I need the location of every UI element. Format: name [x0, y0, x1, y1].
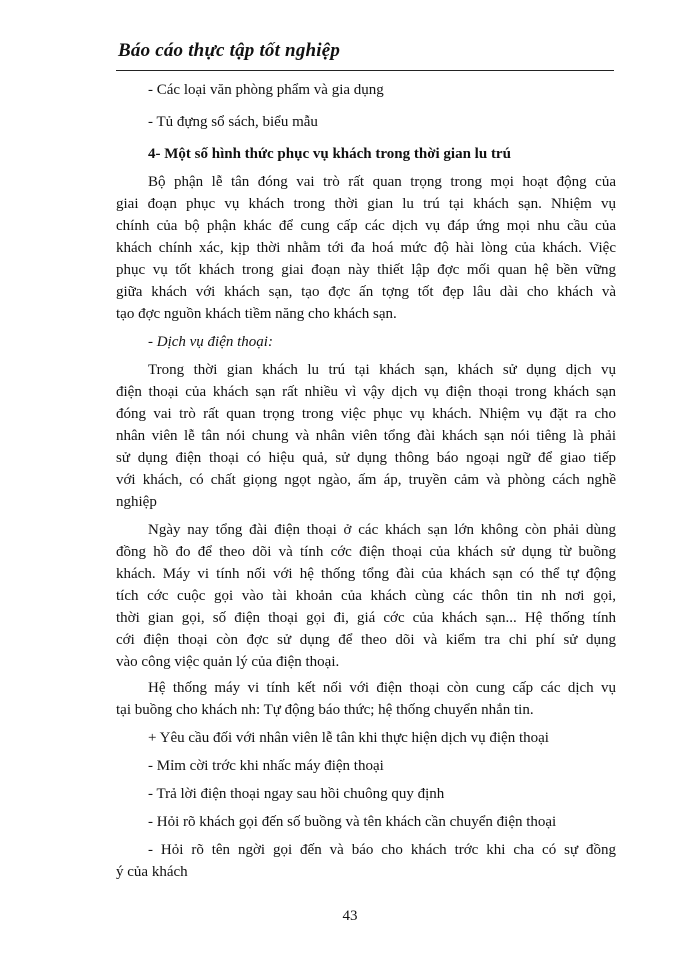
paragraph-line [116, 588, 616, 605]
paragraph-text: phục vụ tốt khách trong giai đoạn này thiết lập đợc mối quan hệ bền vững [116, 262, 616, 278]
requirement-item: - Trả lời điện thoại ngay sau hồi chuông quy định [148, 786, 445, 802]
paragraph-line [116, 428, 616, 445]
paragraph-line: tại buồng cho khách nh: Tự động báo thức; hệ thống chuyển nhắn tin. [116, 702, 534, 718]
paragraph-text: đóng vai trò rất quan trọng trong việc phục vụ khách. Nhiệm vụ đặt ra cho [116, 406, 616, 422]
paragraph-text: khách chính xác, kịp thời nhằm tới đa hoá mức độ hài lòng của khách. Việc [116, 240, 616, 256]
paragraph-text: giai đoạn phục vụ khách trong thời gian lu trú tại khách sạn. Nhiệm vụ [116, 196, 616, 212]
paragraph-text: sử dụng điện thoại có hiệu quả, sử dụng thông báo ngoại ngữ để giao tiếp [116, 450, 616, 466]
paragraph-text: nhân viên lễ tân nói chung và nhân viên tổng đài khách sạn nói tiêng là phải [116, 428, 616, 444]
section-heading: 4- Một số hình thức phục vụ khách trong thời gian lu trú [148, 146, 511, 162]
paragraph-text: tích cớc cuộc gọi vào tài khoản của khách cùng các thôn tin nh nơi gọi, [116, 588, 616, 604]
paragraph-text: giữa khách với khách sạn, tạo đợc ấn tợng tốt đẹp lâu dài cho khách và [116, 284, 616, 300]
paragraph-line [116, 450, 616, 467]
paragraph-line [116, 262, 616, 279]
paragraph-line: tạo đợc nguồn khách tiềm năng cho khách sạn. [116, 306, 397, 322]
requirement-item: - Mỉm cời trớc khi nhấc máy điện thoại [148, 758, 384, 774]
document-header-title: Báo cáo thực tập tốt nghiệp [118, 40, 341, 61]
header-divider [116, 70, 614, 71]
requirement-item [148, 842, 616, 859]
requirements-heading: + Yêu cầu đối với nhân viên lễ tân khi thực hiện dịch vụ điện thoại [148, 730, 549, 746]
paragraph-text: Hệ thống máy vi tính kết nối với điện thoại còn cung cấp các dịch vụ [148, 680, 616, 696]
paragraph-line [116, 406, 616, 423]
paragraph-text: điện thoại của khách sạn rất nhiều vì vậy dịch vụ điện thoại trong khách sạn [116, 384, 616, 400]
paragraph-text: đồng hồ đo để theo dõi và tính cớc điện thoại của khách sử dụng từ buồng [116, 544, 616, 560]
paragraph-text: Trong thời gian khách lu trú tại khách sạn, khách sử dụng dịch vụ [148, 362, 616, 378]
page-number: 43 [342, 908, 358, 924]
paragraph-line [148, 522, 616, 539]
paragraph-line [116, 240, 616, 257]
paragraph-text: Bộ phận lễ tân đóng vai trò rất quan trọng trong mọi hoạt động của [148, 174, 616, 190]
paragraph-line [148, 174, 616, 191]
paragraph-line [116, 544, 616, 561]
paragraph-text: Ngày nay tổng đài điện thoại ở các khách sạn lớn không còn phải dùng [148, 522, 616, 538]
bullet-item: - Các loại văn phòng phẩm và gia dụng [148, 82, 384, 98]
paragraph-line [116, 566, 616, 583]
paragraph-text: chính của bộ phận khác để cung cấp các dịch vụ đáp ứng mọi nhu cầu của [116, 218, 616, 234]
paragraph-text: khách. Máy vi tính nối với hệ thống tổng đài của khách sạn có thể tự động [116, 566, 616, 582]
paragraph-text: cới điện thoại còn đợc sử dụng để theo dõi và kiểm tra chi phí sử dụng [116, 632, 616, 648]
paragraph-text: thời gian gọi, số điện thoại gọi đi, giá cớc của khách sạn... Hệ thống tính [116, 610, 616, 626]
paragraph-text: - Hỏi rõ tên ngời gọi đến và báo cho khách trớc khi cha có sự đồng [148, 842, 616, 858]
paragraph-text: với khách, có chất giọng ngọt ngào, ấm áp, truyền cảm và phòng cách nghề [116, 472, 616, 488]
paragraph-line [116, 472, 616, 489]
paragraph-line: nghiệp [116, 494, 157, 510]
paragraph-line [116, 284, 616, 301]
paragraph-line: vào công việc quản lý của điện thoại. [116, 654, 340, 670]
paragraph-line [148, 680, 616, 697]
subheading-phone-service: - Dịch vụ điện thoại: [148, 334, 273, 350]
paragraph-line [148, 362, 616, 379]
bullet-item: - Tủ đựng sổ sách, biểu mẫu [148, 114, 318, 130]
paragraph-line [116, 196, 616, 213]
paragraph-line [116, 218, 616, 235]
requirement-item-continuation: ý của khách [116, 864, 188, 880]
paragraph-line [116, 610, 616, 627]
paragraph-line [116, 384, 616, 401]
paragraph-line [116, 632, 616, 649]
requirement-item: - Hỏi rõ khách gọi đến số buồng và tên khách cần chuyển điện thoại [148, 814, 557, 830]
